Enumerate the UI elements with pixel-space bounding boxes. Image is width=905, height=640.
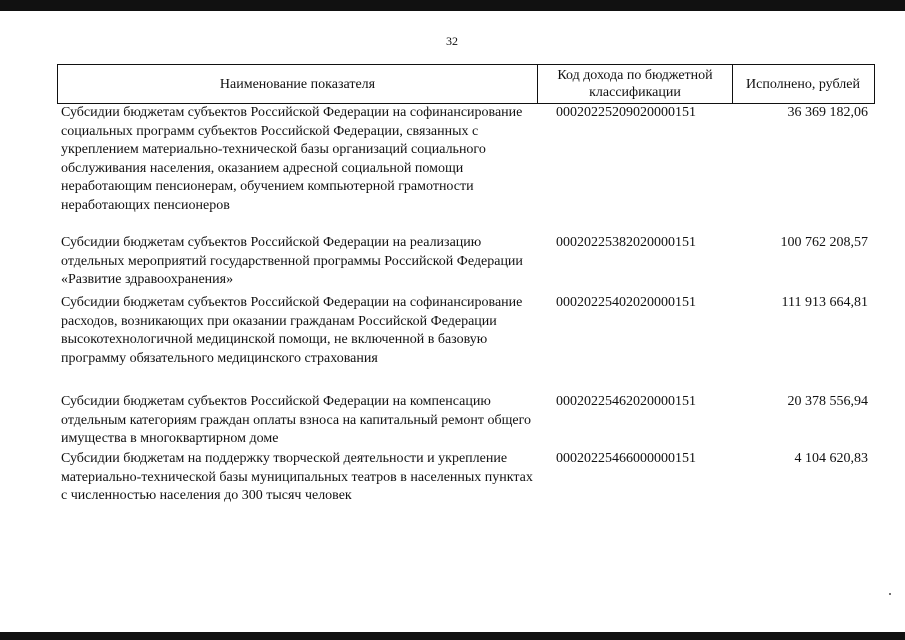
scan-border-top: [0, 0, 905, 11]
row-code: 00020225382020000151: [556, 235, 696, 250]
header-code: Код дохода по бюджетной классификации: [538, 65, 733, 103]
header-executed: Исполнено, рублей: [746, 76, 860, 92]
row-executed: 111 913 664,81: [781, 295, 868, 310]
scan-speck: [889, 593, 891, 595]
table-row: [57, 234, 875, 294]
row-executed: 36 369 182,06: [787, 105, 868, 120]
row-name: Субсидии бюджетам субъектов Российской Федерации на софинансирование расходов, возникающих при оказании гражданам Российской Федерации высокотехнологичной медицинской помощи, не включенной в базовую программу обязательного медицинского страхования: [61, 295, 523, 366]
row-code: 00020225402020000151: [556, 295, 696, 310]
table-body: [57, 104, 875, 510]
table-row: [57, 450, 875, 510]
row-name: Субсидии бюджетам субъектов Российской Федерации на компенсацию отдельным категориям граждан оплаты взноса на капитальный ремонт общего имущества в многоквартирном доме: [61, 394, 531, 447]
row-code: 00020225462020000151: [556, 394, 696, 409]
row-name: Субсидии бюджетам на поддержку творческой деятельности и укрепление материально-технической базы муниципальных театров в населенных пунктах с численностью населения до 300 тысяч человек: [61, 451, 533, 504]
scan-border-bottom: [0, 632, 905, 640]
table-row: [57, 393, 875, 450]
row-name: Субсидии бюджетам субъектов Российской Федерации на софинансирование социальных программ субъектов Российской Федерации, связанных с укреплением материально-технической базы организаций социального обслуживания населения, оказанием адресной социальной помощи неработающим пенсионерам, обучением компьютерной грамотности неработающих пенсионеров: [61, 105, 523, 213]
row-code: 00020225466000000151: [556, 451, 696, 466]
budget-table: [57, 64, 875, 510]
row-name: Субсидии бюджетам субъектов Российской Федерации на реализацию отдельных мероприятий государственной программы Российской Федерации «Развитие здравоохранения»: [61, 235, 523, 288]
row-code: 00020225209020000151: [556, 105, 696, 120]
row-executed: 20 378 556,94: [787, 394, 868, 409]
table-row: [57, 104, 875, 234]
header-name: Наименование показателя: [58, 65, 538, 103]
row-executed: 100 762 208,57: [780, 235, 868, 250]
row-executed: 4 104 620,83: [794, 451, 868, 466]
table-header: [57, 64, 875, 104]
table-row: [57, 294, 875, 393]
page-number: 32: [446, 34, 458, 48]
